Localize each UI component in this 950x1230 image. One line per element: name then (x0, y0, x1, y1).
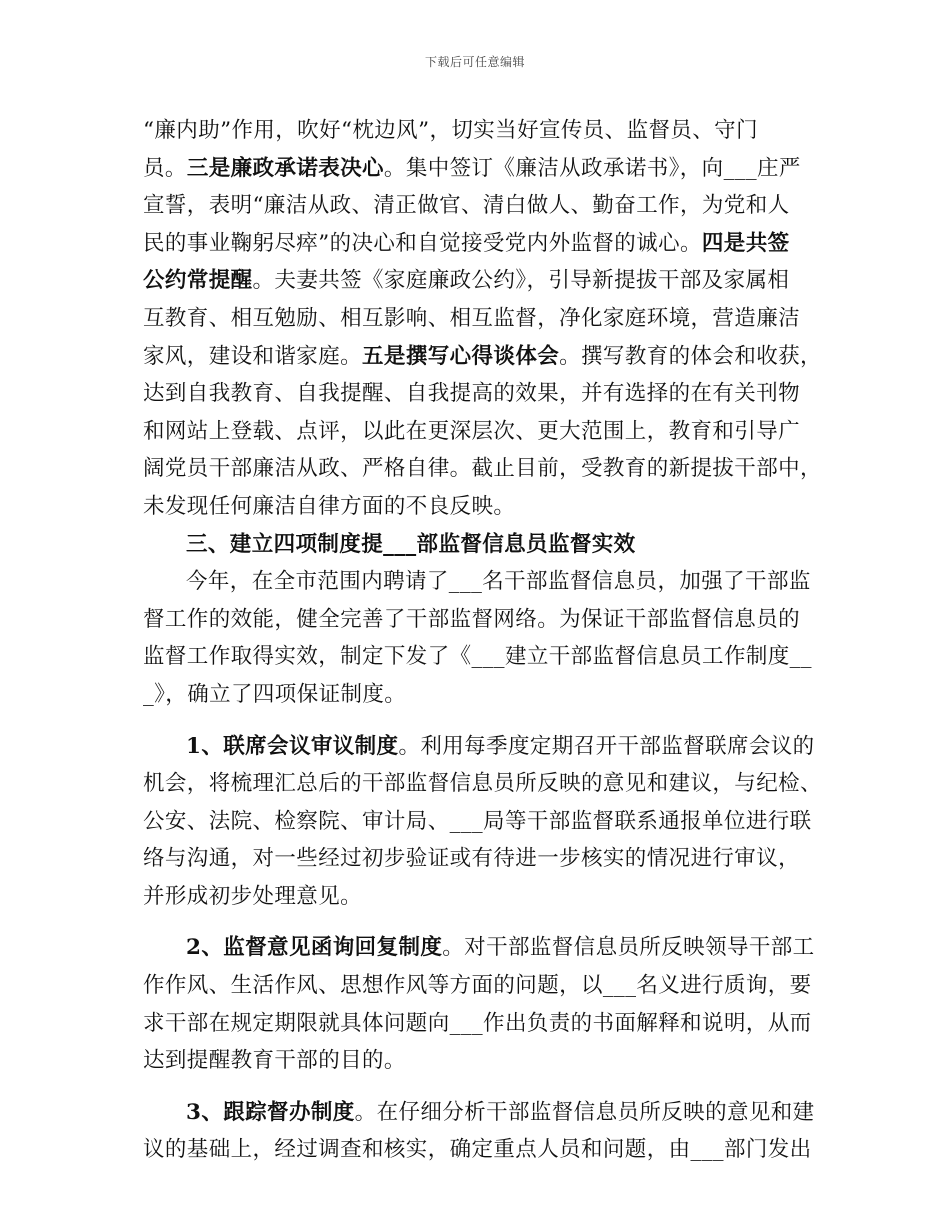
text-line: 络与沟通，对一些经过初步验证或有待进一步核实的情况进行审议， (143, 846, 801, 872)
text-line: 阔党员干部廉洁从政、严格自律。截止目前，受教育的新提拔干部中， (143, 456, 822, 482)
text-span: 员。 (143, 155, 187, 181)
bold-phrase: 3、跟踪督办制度 (186, 1099, 355, 1125)
bold-phrase: 1、联席会议审议制度 (186, 733, 399, 759)
text-span: 。在仔细分析干部监督信息员所反映的意见和建 (354, 1099, 815, 1125)
text-line (143, 262, 823, 300)
text-line (143, 1094, 823, 1132)
text-line: 并形成初步处理意见。 (143, 883, 363, 909)
bold-phrase: 四是共签 (701, 230, 790, 256)
text-span: 。利用每季度定期召开干部监督联席会议的 (398, 733, 815, 759)
text-line: 达到提醒教育干部的目的。 (143, 1048, 406, 1074)
bold-phrase: 2、监督意见函询回复制度 (186, 935, 443, 961)
text-line: “廉内助”作用，吹好“枕边风”，切实当好宣传员、监督员、守门 (143, 118, 758, 143)
text-line (143, 929, 823, 967)
paragraph-follow-up (143, 1094, 823, 1169)
paragraph-intro (143, 563, 823, 713)
paragraph-joint-meeting (143, 728, 823, 916)
text-line (143, 728, 823, 766)
text-line: 未发现任何廉洁自律方面的不良反映。 (143, 493, 516, 519)
paragraph-honesty-measures (143, 112, 823, 526)
text-span: 民的事业鞠躬尽瘁”的决心和自觉接受党内外监督的诚心。 (143, 230, 702, 256)
text-line: 作作风、生活作风、思想作风等方面的问题，以___名义进行质询，要 (143, 973, 812, 999)
paragraph-inquiry-reply (143, 929, 823, 1079)
text-line: 今年，在全市范围内聘请了___名干部监督信息员，加强了干部监 (186, 569, 811, 595)
text-line: 互教育、相互勉励、相互影响、相互监督，净化家庭环境，营造廉洁 (143, 305, 801, 331)
bold-phrase: 三是廉政承诺表决心 (186, 155, 384, 181)
text-line (143, 338, 823, 376)
text-line: 宣誓，表明“廉洁从政、清正做官、清白做人、勤奋工作，为党和人 (143, 193, 790, 219)
text-line: 达到自我教育、自我提醒、自我提高的效果，并有选择的在有关刊物 (143, 381, 801, 407)
text-line: 机会，将梳理汇总后的干部监督信息员所反映的意见和建议，与纪检、 (143, 771, 822, 797)
section-heading: 三、建立四项制度提___部监督信息员监督实效 (186, 531, 636, 557)
text-line (143, 225, 823, 263)
page-header: 下载后可任意编辑 (424, 55, 525, 69)
text-line: _》，确立了四项保证制度。 (143, 681, 407, 707)
text-span: 。夫妻共签《家庭廉政公约》，引导新提拔干部及家属相 (252, 268, 790, 294)
text-span: 家风，建设和谐家庭。 (143, 343, 363, 369)
text-line: 求干部在规定期限就具体问题向___作出负责的书面解释和说明，从而 (143, 1010, 812, 1036)
text-line: 公安、法院、检察院、审计局、___局等干部监督联系通报单位进行联 (143, 808, 812, 834)
bold-phrase: 公约常提醒 (143, 268, 253, 294)
text-line (143, 150, 823, 188)
text-span: 。撰写教育的体会和收获， (559, 343, 822, 369)
bold-phrase: 五是撰写心得谈体会 (362, 343, 560, 369)
text-line: 议的基础上，经过调查和核实，确定重点人员和问题，由___部门发出 (143, 1137, 812, 1163)
text-line: 督工作的效能，健全完善了干部监督网络。为保证干部监督信息员的 (143, 606, 801, 632)
text-line: 和网站上登载、点评，以此在更深层次、更大范围上，教育和引导广 (143, 418, 801, 444)
text-line: 监督工作取得实效，制定下发了《___建立干部监督信息员工作制度__ (143, 644, 812, 670)
text-span: 。对干部监督信息员所反映领导干部工 (442, 935, 815, 961)
document-body (143, 112, 823, 1169)
text-span: 。集中签订《廉洁从政承诺书》，向___庄严 (383, 155, 801, 181)
